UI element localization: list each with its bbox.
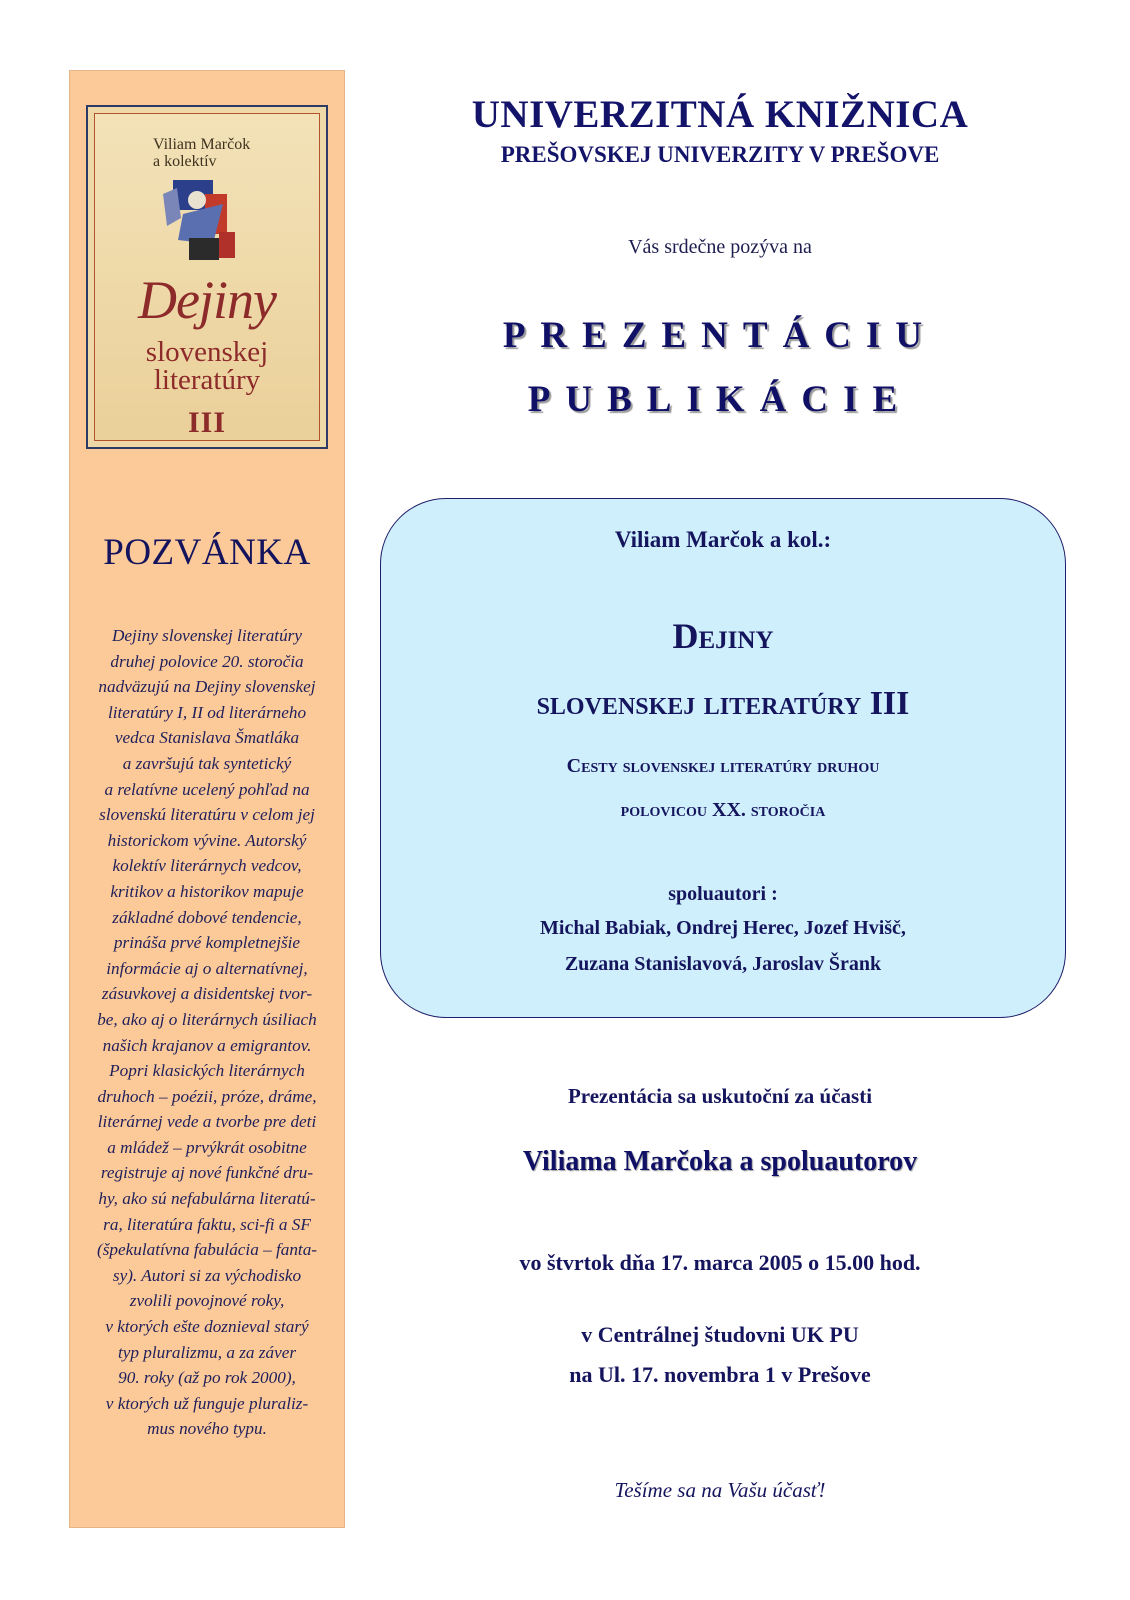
publication-heading: PUBLIKÁCIE <box>527 379 913 420</box>
description-line: a završujú tak syntetický <box>122 753 292 773</box>
cover-subtitle-line: slovenskej <box>145 336 269 368</box>
book-title-line2: slovenskej literatúry III <box>536 685 910 722</box>
library-title: UNIVERZITNÁ KNIŽNICA <box>471 93 969 136</box>
description-line: informácie aj o alternatívnej, <box>106 958 308 978</box>
description-line: a mládež – prvýkrát osobitne <box>107 1137 307 1157</box>
event-date: vo štvrtok dňa 17. marca 2005 o 15.00 hod. <box>519 1250 921 1275</box>
sidebar-panel <box>69 70 345 1528</box>
description-line: základné dobové tendencie, <box>112 907 302 927</box>
university-subtitle: PREŠOVSKEJ UNIVERZITY V PREŠOVE <box>500 142 940 167</box>
cover-author <box>153 136 283 170</box>
book-cover-image <box>86 105 328 449</box>
event-intro: Prezentácia sa uskutoční za účasti <box>567 1084 873 1108</box>
description-line: v ktorých ešte doznieval starý <box>105 1317 309 1337</box>
description-line: Popri klasických literárnych <box>109 1061 305 1081</box>
presentation-heading: PREZENTÁCIU <box>502 315 938 356</box>
closing-text: Tešíme sa na Vašu účasť! <box>614 1478 826 1502</box>
description-line: druhoch – poézii, próze, dráme, <box>97 1086 317 1106</box>
description-line: druhej polovice 20. storočia <box>110 651 304 671</box>
description-line: nadväzujú na Dejiny slovenskej <box>98 677 316 697</box>
coauthors-line2: Zuzana Stanislavová, Jaroslav Šrank <box>564 953 882 975</box>
description-line: v ktorých už funguje pluraliz- <box>105 1393 309 1413</box>
description-line: 90. roky (až po rok 2000), <box>118 1368 296 1388</box>
event-place-line1: v Centrálnej študovni UK PU <box>581 1322 859 1347</box>
event-guests: Viliama Marčoka a spoluautorov <box>522 1146 918 1177</box>
description-line: vedca Stanislava Šmatláka <box>114 728 300 748</box>
event-place-line2: na Ul. 17. novembra 1 v Prešove <box>569 1362 871 1387</box>
cover-title: Dejiny <box>138 270 276 330</box>
book-author: Viliam Marčok a kol.: <box>614 527 832 552</box>
cover-subtitle-line: literatúry <box>153 364 261 396</box>
description-line: slovenskú literatúru v celom jej <box>99 805 315 825</box>
invitation-heading: POZVÁNKA <box>103 532 311 573</box>
description-line: prináša prvé kompletnejšie <box>113 933 301 953</box>
description-line: typ pluralizmu, a za záver <box>117 1342 297 1362</box>
cover-author-line: Viliam Marčok <box>153 136 251 153</box>
invite-text: Vás srdečne pozýva na <box>628 236 812 258</box>
description-line: literárnej vede a tvorbe pre deti <box>97 1112 317 1132</box>
book-cover-frame <box>94 113 320 441</box>
description-line: historickom vývine. Autorský <box>107 830 307 850</box>
cover-subtitle <box>95 338 319 394</box>
description-line: našich krajanov a emigrantov. <box>102 1035 312 1055</box>
description-line: literatúry I, II od literárneho <box>107 702 307 722</box>
description-line: (špekulatívna fabulácia – fanta- <box>96 1240 318 1260</box>
description-line: kritikov a historikov mapuje <box>110 881 304 901</box>
coauthors-label: spoluautori : <box>668 883 778 905</box>
description-line: zásuvkovej a disidentskej tvor- <box>101 984 313 1004</box>
book-title-line1: Dejiny <box>672 616 774 656</box>
description-line: Dejiny slovenskej literatúry <box>112 626 302 645</box>
description-line: hy, ako sú nefabulárna literatú- <box>98 1189 316 1209</box>
book-info-box <box>380 498 1066 1018</box>
book-description <box>82 623 332 1442</box>
cover-volume: III <box>187 406 227 439</box>
description-line: kolektív literárnych vedcov, <box>112 856 302 876</box>
book-subtitle-line1: Cesty slovenskej literatúry druhou <box>566 755 880 777</box>
book-subtitle-line2: polovicou XX. storočia <box>620 799 826 821</box>
description-line: sy). Autori si za východisko <box>112 1265 302 1285</box>
description-line: zvolili povojnové roky, <box>129 1291 285 1311</box>
description-line: registruje aj nové funkčné dru- <box>100 1163 314 1183</box>
description-line: mus nového typu. <box>147 1419 267 1439</box>
description-line: a relatívne ucelený pohľad na <box>104 779 310 799</box>
cover-illustration <box>153 174 273 270</box>
description-line: ra, literatúra faktu, sci-fi a SF <box>103 1214 311 1234</box>
description-line: be, ako aj o literárnych úsiliach <box>97 1009 317 1029</box>
coauthors-line1: Michal Babiak, Ondrej Herec, Jozef Hvišč, <box>540 917 906 939</box>
cover-author-line: a kolektív <box>153 153 217 170</box>
